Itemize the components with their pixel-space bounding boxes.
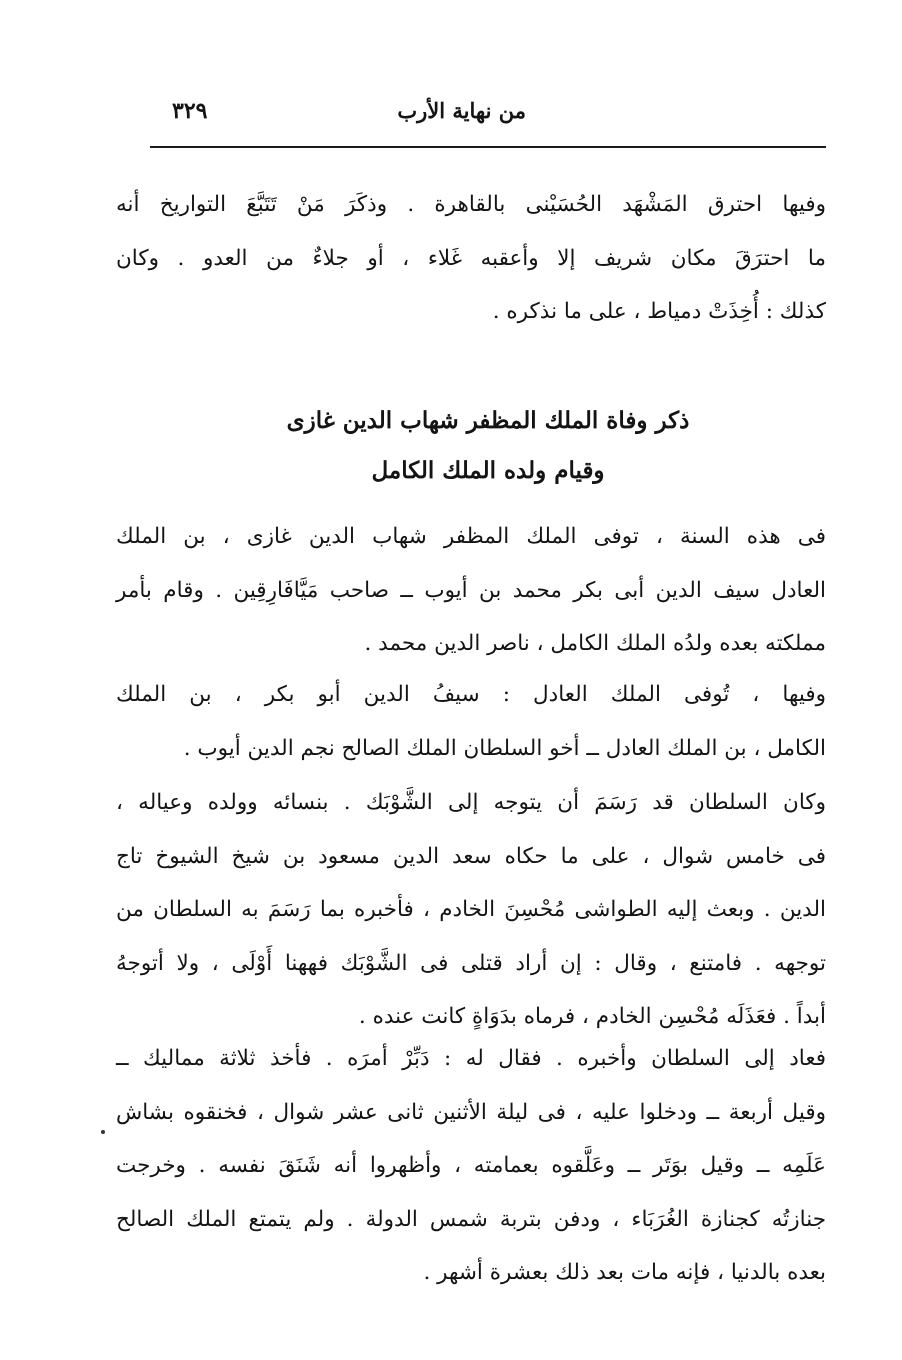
text-line: بعده بالدنيا ، فإنه مات بعد ذلك بعشرة أشهر .: [423, 1260, 826, 1285]
text-line: ما احترَقَ مكان شريف إلا وأعقبه غَلاء ، أو جلاءٌ من العدو . وكان: [116, 245, 826, 271]
text-line: عَلَمِه ــ وقيل بوَتَر ــ وعَلَّقوه بعمامته ، وأظهروا أنه شَنَقَ نفسه . وخرجت: [116, 1153, 826, 1178]
text-line: الدين . وبعث إليه الطواشى مُحْسِنَ الخادم ، فأخبره بما رَسَمَ به السلطان من: [116, 897, 826, 922]
text-line: كذلك : أُخِذَتْ دمياط ، على ما نذكره .: [492, 299, 826, 324]
text-line: وفيها ، تُوفى الملك العادل : سيفُ الدين أبو بكر ، بن الملك: [116, 682, 826, 707]
ink-speck: [101, 1130, 105, 1134]
paragraph-2: [116, 510, 826, 671]
text-line: وفيها احترق المَشْهَد الحُسَيْنى بالقاهرة . وذكَرَ مَنْ تَتَبَّعَ التواريخ أنه: [116, 192, 826, 217]
text-line: الكامل ، بن الملك العادل ــ أخو السلطان الملك الصالح نجم الدين أيوب .: [183, 735, 826, 761]
paragraph-1: [116, 178, 826, 339]
text-line: وكان السلطان قد رَسَمَ أن يتوجه إلى الشَّوْبَك . بنسائه وولده وعياله ،: [116, 790, 826, 815]
paragraph-5: [116, 1032, 826, 1300]
page-number: ٣٢٩: [172, 98, 208, 124]
text-line: أبداً . فعَذَلَه مُحْسِن الخادم ، فرماه بدَوَاةٍ كانت عنده .: [358, 1004, 826, 1029]
running-header: [150, 92, 826, 148]
text-line: فى هذه السنة ، توفى الملك المظفر شهاب الدين غازى ، بن الملك: [116, 524, 826, 549]
running-title: من نهاية الأرب: [397, 98, 526, 123]
paragraph-3: [116, 668, 826, 775]
text-line: جنازتُه كجنازة الغُرَبَاء ، ودفن بتربة شمس الدولة . ولم يتمتع الملك الصالح: [116, 1206, 826, 1232]
paragraph-4: [116, 776, 826, 1044]
text-line: العادل سيف الدين أبى بكر محمد بن أيوب ــ صاحب مَيَّافَارِقِين . وقام بأمر: [116, 577, 826, 603]
text-line: فى خامس شوال ، على ما حكاه سعد الدين مسعود بن شيخ الشيوخ تاج: [116, 843, 826, 869]
section-heading: [150, 396, 826, 496]
text-line: وقيل أربعة ــ ودخلوا عليه ، فى ليلة الأثنين ثانى عشر شوال ، فخنقوه بشاش: [116, 1099, 826, 1125]
text-line: فعاد إلى السلطان وأخبره . فقال له : دَبِّرْ أمرَه . فأخذ ثلاثة مماليك ــ: [116, 1046, 826, 1071]
heading-line-2: وقيام ولده الملك الكامل: [371, 457, 605, 484]
text-line: توجهه . فامتنع ، وقال : إن أراد قتلى فى الشَّوْبَك فههنا أَوْلَى ، ولا أتوجهُ: [116, 950, 826, 976]
text-line: مملكته بعده ولدُه الملك الكامل ، ناصر الدين محمد .: [364, 631, 826, 656]
heading-line-1: ذكر وفاة الملك المظفر شهاب الدين غازى: [286, 407, 690, 434]
